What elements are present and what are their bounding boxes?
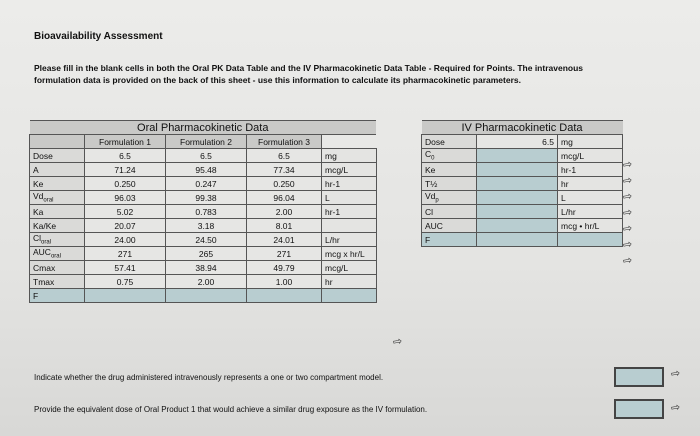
oral-value-cell: 265 <box>166 247 247 261</box>
oral-row <box>30 275 377 289</box>
oral-row <box>30 191 377 205</box>
oral-row-label: $AUC_{oral}$ <box>30 247 85 261</box>
compartment-answer-box[interactable] <box>614 367 664 387</box>
iv-row-label: AUC <box>422 219 477 233</box>
pointer-icon: ⇨ <box>622 190 634 204</box>
iv-unit-cell: mcg • hr/L <box>558 219 623 233</box>
oral-unit-cell: mg <box>322 149 377 163</box>
oral-value-cell: 271 <box>247 247 322 261</box>
oral-value-cell: 2.00 <box>247 205 322 219</box>
oral-unit-cell: mcg/L <box>322 261 377 275</box>
oral-value-cell: 24.50 <box>166 233 247 247</box>
formulation-1-header: Formulation 1 <box>85 135 166 149</box>
oral-unit-cell: hr-1 <box>322 205 377 219</box>
iv-row-label: Ke <box>422 163 477 177</box>
pointer-icon: ⇨ <box>670 367 682 381</box>
oral-value-cell: 49.79 <box>247 261 322 275</box>
oral-row-label: Cmax <box>30 261 85 275</box>
oral-value-cell: 20.07 <box>85 219 166 233</box>
oral-value-cell: 96.04 <box>247 191 322 205</box>
oral-unit-cell: mcg/L <box>322 163 377 177</box>
iv-unit-cell: hr-1 <box>558 163 623 177</box>
oral-row <box>30 163 377 177</box>
oral-row-label: A <box>30 163 85 177</box>
oral-value-cell[interactable] <box>85 289 166 303</box>
instructions: Please fill in the blank cells in both the Oral PK Data Table and the IV Pharmacokinetic Data Table - Required for Points. The intravenous formulation data is provided on the back of this sheet - use this information to calculate its pharmacokinetic parameters. <box>34 63 584 85</box>
iv-unit-cell: mg <box>558 135 623 149</box>
iv-row <box>422 177 623 191</box>
pointer-icon: ⇨ <box>622 222 634 236</box>
oral-row-label: F <box>30 289 85 303</box>
iv-value-cell[interactable] <box>477 233 558 247</box>
oral-value-cell[interactable] <box>166 289 247 303</box>
oral-value-cell: 0.247 <box>166 177 247 191</box>
iv-row <box>422 149 623 163</box>
oral-value-cell: 99.38 <box>166 191 247 205</box>
oral-row-label: $Vd_{oral}$ <box>30 191 85 205</box>
oral-value-cell: 1.00 <box>247 275 322 289</box>
page-title: Bioavailability Assessment <box>34 31 163 42</box>
oral-value-cell: 38.94 <box>166 261 247 275</box>
oral-unit-cell: hr <box>322 275 377 289</box>
iv-row-label: Cl <box>422 205 477 219</box>
iv-value-cell[interactable] <box>477 163 558 177</box>
oral-unit-cell <box>322 289 377 303</box>
oral-value-cell: 6.5 <box>166 149 247 163</box>
iv-unit-cell: hr <box>558 177 623 191</box>
oral-row-label: $Cl_{oral}$ <box>30 233 85 247</box>
oral-value-cell: 5.02 <box>85 205 166 219</box>
iv-value-cell: 6.5 <box>477 135 558 149</box>
oral-value-cell[interactable] <box>247 289 322 303</box>
oral-table-title: Oral Pharmacokinetic Data <box>30 121 377 135</box>
oral-pk-table <box>29 120 377 303</box>
formulation-3-header: Formulation 3 <box>247 135 322 149</box>
oral-row-label: Tmax <box>30 275 85 289</box>
iv-pk-table <box>421 120 623 247</box>
oral-value-cell: 6.5 <box>85 149 166 163</box>
oral-row-label: Ke <box>30 177 85 191</box>
oral-value-cell: 0.75 <box>85 275 166 289</box>
pointer-icon: ⇨ <box>622 206 634 220</box>
oral-unit-cell: hr-1 <box>322 177 377 191</box>
pointer-icon: ⇨ <box>670 401 682 415</box>
oral-value-cell: 0.783 <box>166 205 247 219</box>
iv-value-cell[interactable] <box>477 219 558 233</box>
oral-value-cell: 271 <box>85 247 166 261</box>
oral-unit-cell: mcg x hr/L <box>322 247 377 261</box>
oral-row <box>30 205 377 219</box>
oral-row <box>30 261 377 275</box>
oral-row <box>30 233 377 247</box>
iv-value-cell[interactable] <box>477 177 558 191</box>
oral-row-label: Ka <box>30 205 85 219</box>
iv-value-cell[interactable] <box>477 191 558 205</box>
oral-value-cell: 6.5 <box>247 149 322 163</box>
equivalent-dose-answer-box[interactable] <box>614 399 664 419</box>
iv-unit-cell <box>558 233 623 247</box>
pointer-icon: ⇨ <box>622 174 634 188</box>
oral-value-cell: 57.41 <box>85 261 166 275</box>
question-compartment: Indicate whether the drug administered intravenously represents a one or two compartment model. <box>34 373 384 382</box>
oral-unit-cell: L/hr <box>322 233 377 247</box>
iv-value-cell[interactable] <box>477 149 558 163</box>
iv-table-title: IV Pharmacokinetic Data <box>422 121 623 135</box>
iv-row <box>422 233 623 247</box>
pointer-icon: ⇨ <box>622 254 634 268</box>
iv-value-cell[interactable] <box>477 205 558 219</box>
oral-row <box>30 247 377 261</box>
oral-row <box>30 289 377 303</box>
oral-row <box>30 149 377 163</box>
oral-value-cell: 71.24 <box>85 163 166 177</box>
oral-value-cell: 3.18 <box>166 219 247 233</box>
oral-unit-cell <box>322 219 377 233</box>
oral-value-cell: 96.03 <box>85 191 166 205</box>
iv-row-label: $C_0$ <box>422 149 477 163</box>
iv-row <box>422 219 623 233</box>
oral-value-cell: 2.00 <box>166 275 247 289</box>
iv-row-label: T½ <box>422 177 477 191</box>
iv-row-label: Dose <box>422 135 477 149</box>
pointer-icon: ⇨ <box>622 238 634 252</box>
oral-value-cell: 0.250 <box>247 177 322 191</box>
oral-unit-cell: L <box>322 191 377 205</box>
iv-unit-cell: mcg/L <box>558 149 623 163</box>
pointer-icon: ⇨ <box>622 158 634 172</box>
iv-unit-cell: L/hr <box>558 205 623 219</box>
iv-row <box>422 135 623 149</box>
oral-row <box>30 219 377 233</box>
iv-row-label: $Vd_p$ <box>422 191 477 205</box>
formulation-header-row <box>30 135 377 149</box>
oral-value-cell: 8.01 <box>247 219 322 233</box>
oral-row-label: Dose <box>30 149 85 163</box>
oral-value-cell: 24.00 <box>85 233 166 247</box>
oral-value-cell: 77.34 <box>247 163 322 177</box>
oral-value-cell: 24.01 <box>247 233 322 247</box>
oral-value-cell: 0.250 <box>85 177 166 191</box>
iv-row <box>422 163 623 177</box>
question-equivalent-dose: Provide the equivalent dose of Oral Product 1 that would achieve a similar drug exposure as the IV formulation. <box>34 405 428 414</box>
oral-value-cell: 95.48 <box>166 163 247 177</box>
oral-row <box>30 177 377 191</box>
pointer-icon: ⇨ <box>392 335 404 349</box>
iv-unit-cell: L <box>558 191 623 205</box>
iv-row-label: F <box>422 233 477 247</box>
formulation-2-header: Formulation 2 <box>166 135 247 149</box>
iv-row <box>422 191 623 205</box>
iv-row <box>422 205 623 219</box>
oral-row-label: Ka/Ke <box>30 219 85 233</box>
